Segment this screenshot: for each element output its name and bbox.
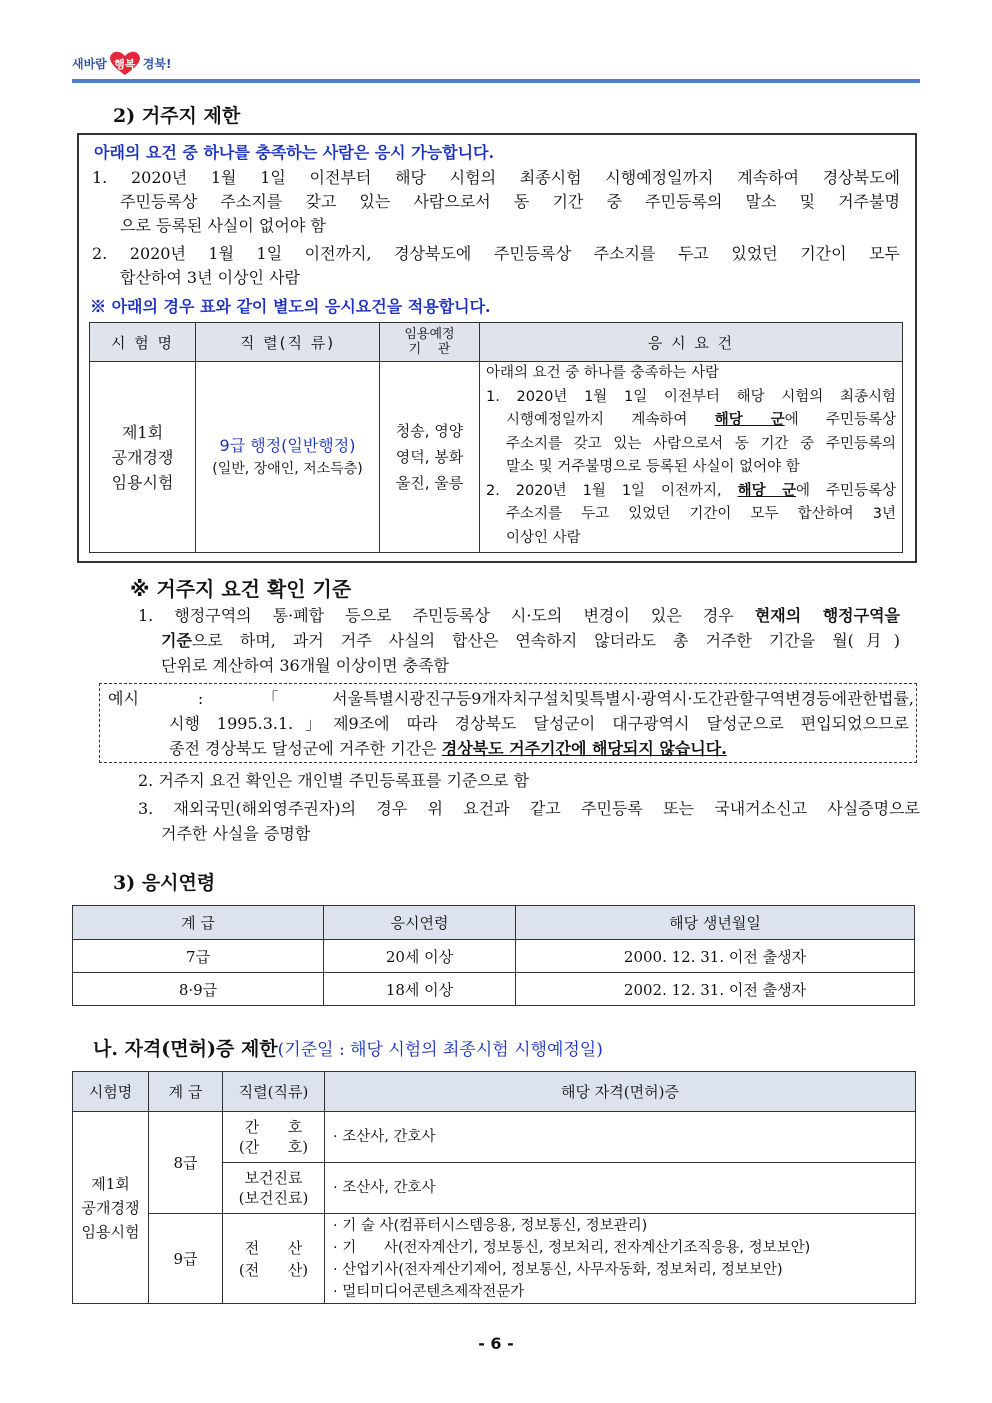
req2-a-post: 에 주민등록상 [796,482,897,499]
lic-license-line: · 기 술 사(컴퓨터시스템응용, 정보통신, 정보관리) [333,1217,648,1234]
lic-job-line: 전 산 [244,1238,303,1257]
heart-icon [108,50,142,76]
residence-item2-line1: 2. 2020년 1월 1일 이전까지, 경상북도에 주민등록상 주소지를 두고 있었던 기간이 모두 [92,244,900,263]
age-cell: 8·9급 [73,973,324,1006]
criteria-p1-bold: 현재의 행정구역을 [754,606,901,625]
col-rank: 직 렬(직 류) [196,323,380,362]
req2-a-underline: 해당 군 [737,482,797,499]
lic-job-line: (간 호) [238,1138,309,1156]
residence-item1-line3: 으로 등록된 사실이 없어야 함 [120,216,326,235]
exam-name-cell [90,362,196,553]
lic-exam-cell [73,1112,149,1304]
lic-job-line: 보건진료 [244,1169,303,1187]
criteria-p3-line2: 거주한 사실을 증명함 [161,824,311,843]
criteria-heading: ※ 거주지 요건 확인 기준 [130,577,352,601]
req1-d: 말소 및 거주불명으로 등록된 사실이 없어야 함 [506,459,800,475]
lic-grade9-cell: 9급 [149,1214,223,1304]
logo [72,48,171,78]
lic-exam-line: 제1회 [91,1174,130,1193]
agency-line: 영덕, 봉화 [395,448,464,466]
rank-main: 9급 행정(일반행정) [219,436,356,455]
req-lead: 아래의 요건 중 하나를 충족하는 사람 [486,365,720,381]
example-line1: 예시 : 「서울특별시광진구등9개자치구설치및특별시·광역시·도간관할구역변경등에관한법률, [108,689,914,708]
residence-note: ※ 아래의 경우 표와 같이 별도의 응시요건을 적용합니다. [90,297,491,316]
lic-job-line: 간 호 [244,1118,303,1136]
rank-sub: (일반, 장애인, 저소득층) [212,461,363,477]
logo-text-1: 새바람 [72,56,107,71]
col-agency-line2: 기 관 [408,342,451,357]
lic-col-grade: 계 급 [149,1072,223,1112]
agency-line: 울진, 울릉 [395,474,464,492]
req1-b-pre: 시행예정일까지 계속하여 [506,412,715,428]
residence-item1-line1: 1. 2020년 1월 1일 이전부터 해당 시험의 최종시험 시행예정일까지 계속하여 경상북도에 [92,168,900,187]
requirement-cell [480,362,903,553]
criteria-p1-post: 으로 하며, 과거 거주 사실의 합산은 연속하지 않더라도 총 거주한 기간을 월(月) [191,631,900,650]
criteria-p1-pre: 1. 행정구역의 통·폐합 등으로 주민등록상 시·도의 변경이 있은 경우 [138,606,755,625]
lic-job-line: (보건진료) [238,1189,309,1207]
age-col-grade: 계 급 [73,906,324,940]
req2-a [486,480,896,504]
rank-cell [196,362,380,553]
exam-line: 공개경쟁 [111,447,174,467]
criteria-p1-line2 [161,628,900,653]
exam-line: 제1회 [121,422,164,442]
age-col-age: 응시연령 [324,906,516,940]
lic-license-line: · 산업기사(전자계산기제어, 정보통신, 사무자동화, 정보처리, 정보보안) [333,1261,783,1278]
table-row [73,940,915,973]
criteria-p1-line1 [138,603,900,628]
criteria-p2: 2. 거주지 요건 확인은 개인별 주민등록표를 기준으로 함 [138,771,529,790]
age-cell: 20세 이상 [324,940,516,973]
lic-exam-line: 공개경쟁 [81,1198,140,1217]
logo-text-3: 경북! [142,56,172,71]
table-row [73,1214,916,1304]
lic-license-nursing: · 조산사, 간호사 [325,1112,916,1163]
req1-a: 1. 2020년 1월 1일 이전부터 해당 시험의 최종시험 [486,388,896,405]
license-heading-main: 나. 자격(면허)증 제한 [93,1038,278,1060]
lic-exam-line: 임용시험 [81,1222,140,1241]
residence-intro: 아래의 요건 중 하나를 충족하는 사람은 응시 가능합니다. [94,143,495,162]
table-row [73,1112,916,1163]
col-requirement: 응 시 요 건 [480,323,903,362]
lic-job-line: (전 산) [238,1260,309,1279]
lic-grade8-cell: 8급 [149,1112,223,1214]
residence-table [89,322,903,553]
criteria-p1-line3: 단위로 계산하여 36개월 이상이면 충족함 [161,656,449,675]
lic-license-health: · 조산사, 간호사 [325,1163,916,1214]
example-line3-bold: 경상북도 거주기간에 해당되지 않습니다. [441,739,727,758]
example-line3 [169,736,727,761]
req2-b: 주소지를 두고 있었던 기간이 모두 합산하여 3년 [506,506,896,522]
req1-b-post: 에 주민등록상 [784,412,896,428]
req1-b-underline: 해당 군 [714,412,785,428]
license-heading [93,1034,603,1061]
residence-heading: 2) 거주지 제한 [113,105,241,127]
lic-job-health [223,1163,325,1214]
agency-line: 청송, 영양 [395,422,464,440]
age-cell: 2002. 12. 31. 이전 출생자 [516,973,915,1006]
lic-license-line: · 멀티미디어콘텐츠제작전문가 [333,1283,525,1300]
lic-job-computer [223,1214,325,1304]
col-agency [380,323,480,362]
example-box [99,683,917,763]
age-col-birth: 해당 생년월일 [516,906,915,940]
req1-b [486,409,896,433]
age-cell: 2000. 12. 31. 이전 출생자 [516,940,915,973]
example-line3-pre: 종전 경상북도 달성군에 거주한 기간은 [169,739,442,758]
col-exam: 시 험 명 [90,323,196,362]
criteria-p1-bold2: 기준 [161,631,192,650]
lic-license-computer [325,1214,916,1304]
criteria-p3-line1: 3. 재외국민(해외영주권자)의 경우 위 요건과 같고 주민등록 또는 국내거소신고 사실증명으로 [138,799,920,818]
lic-license-line: · 기 사(전자계산기, 정보통신, 정보처리, 전자계산기조직응용, 정보보안) [333,1239,811,1256]
agency-cell [380,362,480,553]
col-agency-line1: 임용예정 [404,327,455,342]
age-table [72,905,915,1006]
residence-item2-line2: 합산하여 3년 이상인 사람 [120,268,300,287]
logo-text-2: 행복 [114,58,136,71]
age-cell: 7급 [73,940,324,973]
page-number: - 6 - [478,1334,514,1353]
lic-col-exam: 시험명 [73,1072,149,1112]
license-table [72,1071,916,1304]
lic-col-license: 해당 자격(면허)증 [325,1072,916,1112]
example-line2: 시행 1995.3.1.」제9조에 따라 경상북도 달성군이 대구광역시 달성군으로 편입되었으므로 [169,714,909,733]
exam-line: 임용시험 [111,472,174,492]
req1-c: 주소지를 갖고 있는 사람으로서 동 기간 중 주민등록의 [506,435,896,452]
residence-item1-line2: 주민등록상 주소지를 갖고 있는 사람으로서 동 기간 중 주민등록의 말소 및 거주불명 [120,192,900,211]
header-rule [72,79,920,83]
req2-c: 이상인 사람 [506,529,581,546]
age-cell: 18세 이상 [324,973,516,1006]
license-heading-sub: (기준일 : 해당 시험의 최종시험 시행예정일) [277,1040,603,1060]
req2-a-pre: 2. 2020년 1월 1일 이전까지, [486,482,738,499]
lic-col-job: 직렬(직류) [223,1072,325,1112]
lic-job-nursing [223,1112,325,1163]
table-row [73,973,915,1006]
age-heading: 3) 응시연령 [113,872,216,894]
